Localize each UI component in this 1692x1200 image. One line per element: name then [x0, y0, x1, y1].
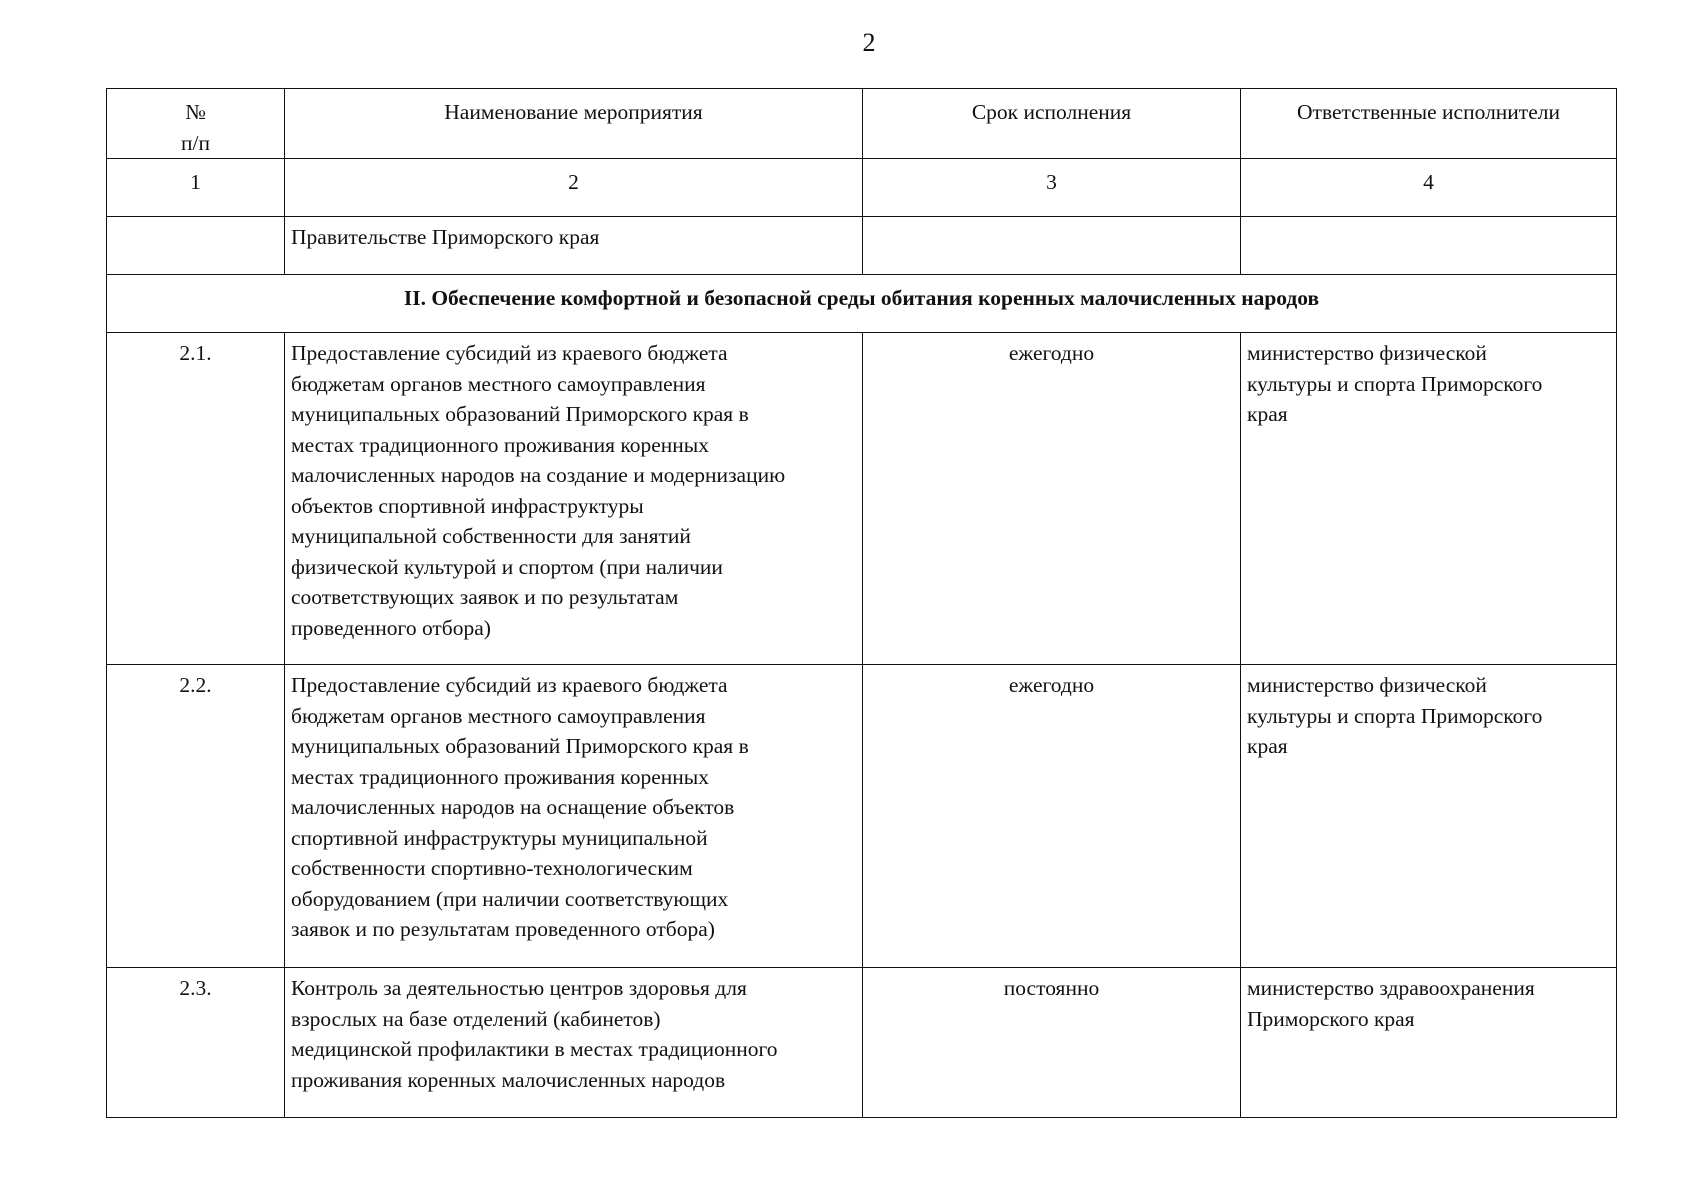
row-name-line: взрослых на базе отделений (кабинетов): [291, 1006, 661, 1031]
row-name-line: местах традиционного проживания коренных: [291, 764, 710, 789]
row-name-line: местах традиционного проживания коренных: [291, 432, 710, 457]
table-row: [107, 333, 1617, 665]
row-executors: [1241, 665, 1617, 968]
row-name-line: Контроль за деятельностью центров здоровья для: [291, 976, 747, 1000]
row-name-line: проживания коренных малочисленных народов: [291, 1067, 726, 1092]
column-number: 4: [1241, 159, 1617, 217]
row-number: 2.3.: [107, 968, 285, 1118]
row-executors: [1241, 333, 1617, 665]
row-name: [285, 968, 863, 1118]
row-executor-line: культуры и спорта Приморского: [1247, 703, 1543, 728]
row-name-line: собственности спортивно-технологическим: [291, 856, 693, 880]
continuation-deadline-cell: [863, 217, 1241, 275]
column-number: 3: [863, 159, 1241, 217]
row-deadline: ежегодно: [863, 665, 1241, 968]
column-numbers-row: [107, 159, 1617, 217]
row-executor-line: министерство физической: [1247, 341, 1487, 365]
row-name-line: физической культурой и спортом (при наличии: [291, 554, 723, 579]
continuation-text: Правительстве Приморского края: [285, 217, 863, 275]
row-name-line: малочисленных народов на создание и модернизацию: [291, 463, 786, 487]
row-executor-line: края: [1247, 402, 1288, 426]
row-name-line: Предоставление субсидий из краевого бюджета: [291, 341, 728, 365]
row-executor-line: Приморского края: [1247, 1006, 1415, 1031]
row-name-line: медицинской профилактики в местах традиционного: [291, 1037, 778, 1061]
row-name-line: спортивной инфраструктуры муниципальной: [291, 825, 708, 850]
section-row: [107, 275, 1617, 333]
table-header-row: [107, 89, 1617, 159]
row-name-line: заявок и по результатам проведенного отбора): [291, 917, 715, 941]
header-deadline: Срок исполнения: [863, 89, 1241, 159]
row-name-line: малочисленных народов на оснащение объектов: [291, 795, 735, 819]
row-name-line: муниципальных образований Приморского края в: [291, 402, 749, 426]
row-name-line: оборудованием (при наличии соответствующих: [291, 886, 729, 911]
row-name-line: муниципальных образований Приморского края в: [291, 734, 749, 758]
continuation-number-cell: [107, 217, 285, 275]
continuation-executor-cell: [1241, 217, 1617, 275]
table-row: [107, 665, 1617, 968]
column-number: 2: [285, 159, 863, 217]
row-name-line: Предоставление субсидий из краевого бюджета: [291, 673, 728, 697]
row-name-line: проведенного отбора): [291, 615, 491, 640]
row-name-line: бюджетам органов местного самоуправления: [291, 371, 706, 396]
measures-table: [106, 88, 1617, 1118]
section-title: II. Обеспечение комфортной и безопасной среды обитания коренных малочисленных народов: [107, 275, 1617, 333]
page-number: 2: [862, 28, 876, 57]
header-number-symbol: №: [185, 100, 206, 124]
row-name: [285, 333, 863, 665]
row-name-line: бюджетам органов местного самоуправления: [291, 703, 706, 728]
row-deadline: постоянно: [863, 968, 1241, 1118]
table-row: [107, 968, 1617, 1118]
row-executor-line: министерство здравоохранения: [1247, 976, 1535, 1000]
column-number: 1: [107, 159, 285, 217]
row-executor-line: культуры и спорта Приморского: [1247, 371, 1543, 396]
header-name: Наименование мероприятия: [285, 89, 863, 159]
row-executors: [1241, 968, 1617, 1118]
row-number: 2.1.: [107, 333, 285, 665]
header-number-label: п/п: [181, 130, 210, 155]
row-name-line: муниципальной собственности для занятий: [291, 524, 691, 548]
header-number: [107, 89, 285, 159]
row-name-line: объектов спортивной инфраструктуры: [291, 493, 644, 518]
row-name: [285, 665, 863, 968]
header-executors: Ответственные исполнители: [1241, 89, 1617, 159]
row-executor-line: края: [1247, 734, 1288, 758]
row-name-line: соответствующих заявок и по результатам: [291, 585, 679, 609]
continuation-row: [107, 217, 1617, 275]
row-number: 2.2.: [107, 665, 285, 968]
row-deadline: ежегодно: [863, 333, 1241, 665]
row-executor-line: министерство физической: [1247, 673, 1487, 697]
